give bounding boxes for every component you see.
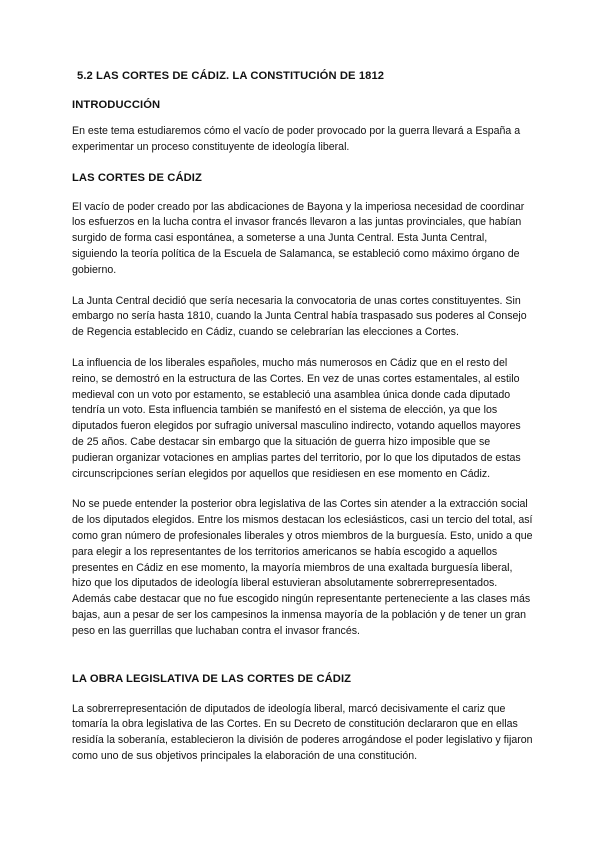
paragraph: La influencia de los liberales españoles, mucho más numerosos en Cádiz que en el resto del reino, se demostró en la estructura de las Cortes. En vez de unas cortes estamentales, al estilo medieval con un voto por estamento, se estableció una asamblea única donde cada diputado tendría un voto. Esta influencia también se manifestó en el sistema de elección, ya que los diputados fueron elegidos por sufragio universal masculino indirecto, votando aquellos mayores de 25 años. Cabe destacar sin embargo que la situación de guerra hizo imposible que se pudieran organizar votaciones en amplias partes del territorio, por lo que los diputados de estas circunscripciones serían elegidos por aquellos que residiesen en ese momento en Cádiz. xyxy=(72,356,521,480)
section-heading-introduccion: INTRODUCCIÓN xyxy=(72,99,161,111)
paragraph: La sobrerrepresentación de diputados de ideología liberal, marcó decisivamente el cariz que tomaría la obra legislativa de las Cortes. En su Decreto de constitución declararon que en ellas residía la soberanía, establecieron la división de poderes arrogándose el poder legislativo y fijaron como uno de sus objetivos principales la elaboración de una constitución. xyxy=(72,702,533,762)
paragraph: En este tema estudiaremos cómo el vacío de poder provocado por la guerra llevará a España a experimentar un proceso constituyente de ideología liberal. xyxy=(72,125,521,153)
paragraph: El vacío de poder creado por las abdicaciones de Bayona y la imperiosa necesidad de coordinar los esfuerzos en la lucha contra el invasor francés llevaron a las juntas provinciales, que habían surgido de forma casi espontánea, a someterse a una Junta Central. Esta Junta Central, siguiendo la teoría política de la Escuela de Salamanca, se estableció como máximo órgano de gobierno. xyxy=(72,200,525,276)
section-heading-obra-legislativa: LA OBRA LEGISLATIVA DE LAS CORTES DE CÁDIZ xyxy=(72,672,352,685)
document-title: 5.2 LAS CORTES DE CÁDIZ. LA CONSTITUCIÓN DE 1812 xyxy=(77,70,385,82)
paragraph: La Junta Central decidió que sería necesaria la convocatoria de unas cortes constituyentes. Sin embargo no sería hasta 1810, cuando la Junta Central había traspasado sus poderes al Consejo de Regencia establecido en Cádiz, cuando se celebrarían las elecciones a Cortes. xyxy=(72,294,527,339)
section-heading-cortes-de-cadiz: LAS CORTES DE CÁDIZ xyxy=(72,171,202,184)
paragraph: No se puede entender la posterior obra legislativa de las Cortes sin atender a la extracción social de los diputados elegidos. Entre los mismos destacan los eclesiásticos, casi un tercio del total, así como gran número de profesionales liberales y otros miembros de la burguesía. Esto, unido a que para elegir a los representantes de los territorios americanos se había escogido a aquellos presentes en Cádiz en ese momento, la mayoría miembros de una exaltada burguesía liberal, hizo que los diputados de ideología liberal estuvieran absolutamente sobrerrepresentados. Además cabe destacar que no fue escogido ningún representante perteneciente a las clases más bajas, aun a pesar de ser los campesinos la inmensa mayoría de la población y de tener un gran peso en las guerrillas que luchaban contra el invasor francés. xyxy=(72,498,533,637)
